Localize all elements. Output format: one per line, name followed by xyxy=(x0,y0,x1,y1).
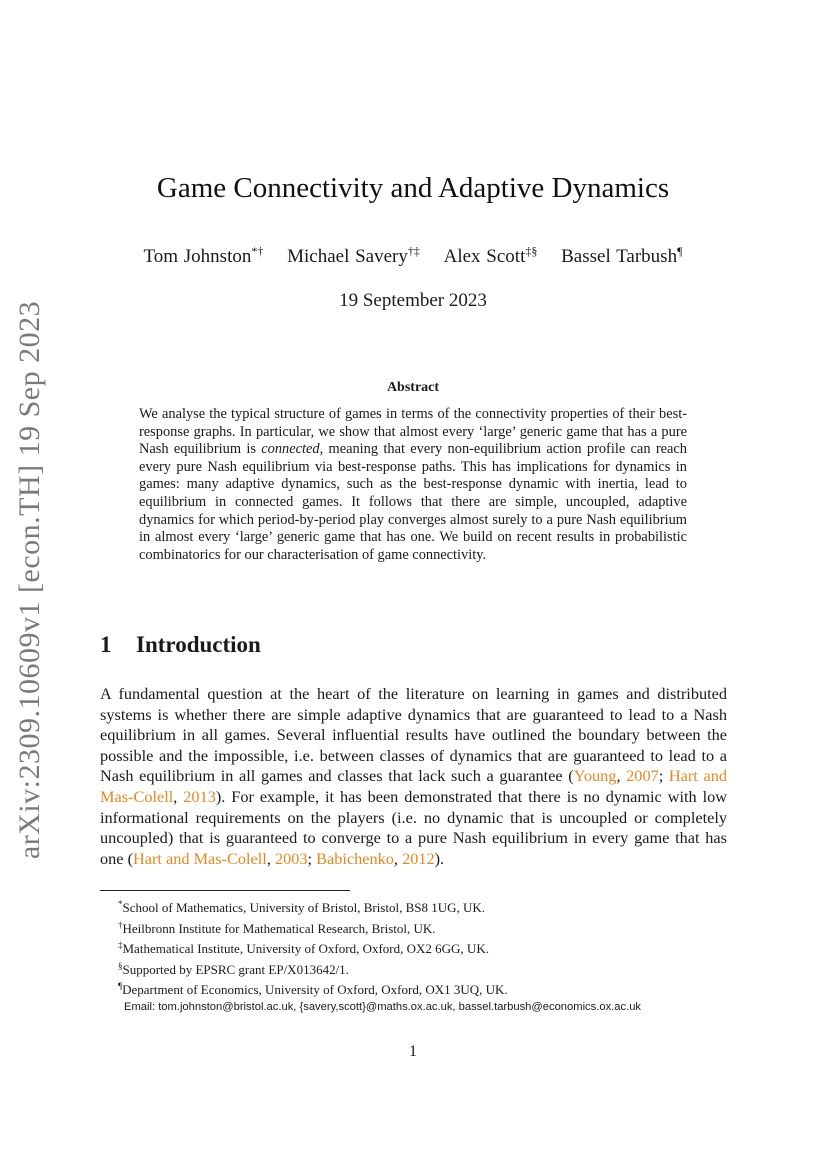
paragraph-text: A fundamental question at the heart of the literature on learning in games and distributed systems is whether there are simple adaptive dynamics that are guaranteed to lead to a Nash equilibrium in all games. Several influential results have outlined the boundary between the possible and the impossible, i.e. between classes of dynamics that are guaranteed to lead to a Nash equilibrium in all games and classes that lack such a guarantee ( xyxy=(100,684,727,786)
footnote xyxy=(118,958,728,979)
citation-link[interactable]: 2013 xyxy=(183,786,216,806)
citation-link[interactable]: 2007 xyxy=(626,766,659,786)
abstract-body xyxy=(139,406,687,564)
author-marks: *† xyxy=(251,244,264,258)
author xyxy=(444,246,538,267)
author-list xyxy=(100,244,726,268)
citation-link[interactable]: 2012 xyxy=(402,848,435,868)
abstract-text: , meaning that every non-equilibrium action profile can reach every pure Nash equilibrium via best-response paths. This has implications for dynamics in games: many adaptive dynamics, such as the best-response dynamic with inertia, lead to equilibrium in connected games. It follows that there are simple, uncoupled, adaptive dynamics for which period-by-period play converges almost surely to a pure Nash equilibrium in almost every ‘large’ generic game that has one. We build on recent results in probabilistic combinatorics for our characterisation of game connectivity. xyxy=(139,441,687,563)
footnote xyxy=(118,937,728,958)
email-line: Email: tom.johnston@bristol.ac.uk, {savery,scott}@maths.ox.ac.uk, bassel.tarbush@economics.ox.ac.uk xyxy=(124,1000,642,1013)
abstract-text: We analyse the typical structure of games in terms of the connectivity properties of their best-response graphs. In particular, we show that almost every ‘large’ generic game that has a pure Nash equilibrium is xyxy=(139,406,687,458)
footnote-mark: † xyxy=(118,919,123,930)
citation-separator: , xyxy=(173,786,184,806)
abstract-heading: Abstract xyxy=(386,380,440,395)
arxiv-sidebar xyxy=(8,300,52,860)
citation-separator: , xyxy=(266,848,275,868)
footnote-mark: * xyxy=(118,899,123,909)
author-name: Alex Scott xyxy=(443,246,526,267)
paper-date: 19 September 2023 xyxy=(339,290,487,311)
footnote-text: Heilbronn Institute for Mathematical Research, Bristol, UK. xyxy=(122,920,436,936)
citation-link[interactable]: Babichenko xyxy=(316,848,394,868)
footnotes xyxy=(118,896,728,1016)
footnote xyxy=(118,978,728,999)
citation-separator: ; xyxy=(307,848,317,868)
paragraph-text: ). For example, it has been demonstrated that there is no dynamic with low informational requirements on the players (i.e. no dynamic that is uncoupled or completely uncoupled) that is guaranteed to converge to a pure Nash equilibrium in every game that has one ( xyxy=(100,786,728,868)
citation-separator: , xyxy=(393,848,403,868)
citation-link[interactable]: 2003 xyxy=(274,848,308,868)
citation-link[interactable]: Hart and Mas-Colell xyxy=(100,766,727,806)
author-name: Tom Johnston xyxy=(143,246,252,267)
paper-title: Game Connectivity and Adaptive Dynamics xyxy=(156,172,670,204)
introduction-paragraph xyxy=(100,684,727,869)
author-name: Bassel Tarbush xyxy=(561,246,678,267)
author xyxy=(287,246,420,267)
author-marks: ‡§ xyxy=(525,244,538,258)
author-marks: †‡ xyxy=(407,244,420,258)
section-number: 1 xyxy=(100,632,112,657)
footnote-text: School of Mathematics, University of Bristol, Bristol, BS8 1UG, UK. xyxy=(122,900,486,915)
section-title: Introduction xyxy=(136,632,261,657)
author xyxy=(143,246,263,267)
footnote-mark: ‡ xyxy=(118,940,123,951)
paragraph-text: ). xyxy=(434,848,445,868)
footnote-text: Department of Economics, University of Oxford, Oxford, OX1 3UQ, UK. xyxy=(122,982,508,998)
footnote-text: Supported by EPSRC grant EP/X013642/1. xyxy=(122,961,349,977)
author-name: Michael Savery xyxy=(287,246,408,267)
author xyxy=(561,246,682,267)
footnote xyxy=(118,896,728,917)
citation-separator: ; xyxy=(658,766,669,786)
citation-link[interactable]: Young xyxy=(573,766,617,786)
footnote xyxy=(118,917,728,938)
citation-separator: , xyxy=(616,766,627,786)
author-marks: ¶ xyxy=(677,244,683,258)
arxiv-identifier: arXiv:2309.10609v1 [econ.TH] 19 Sep 2023 xyxy=(13,300,46,860)
footnote-text: Mathematical Institute, University of Oxford, Oxford, OX2 6GG, UK. xyxy=(122,941,489,957)
page-number: 1 xyxy=(409,1043,417,1060)
footnote-divider xyxy=(100,890,350,891)
footnote-mark: ¶ xyxy=(118,981,123,992)
section-heading xyxy=(100,632,261,658)
citation-link[interactable]: Hart and Mas-Colell xyxy=(133,848,267,868)
abstract-emphasis: connected xyxy=(261,441,320,458)
footnote-mark: § xyxy=(118,960,123,971)
